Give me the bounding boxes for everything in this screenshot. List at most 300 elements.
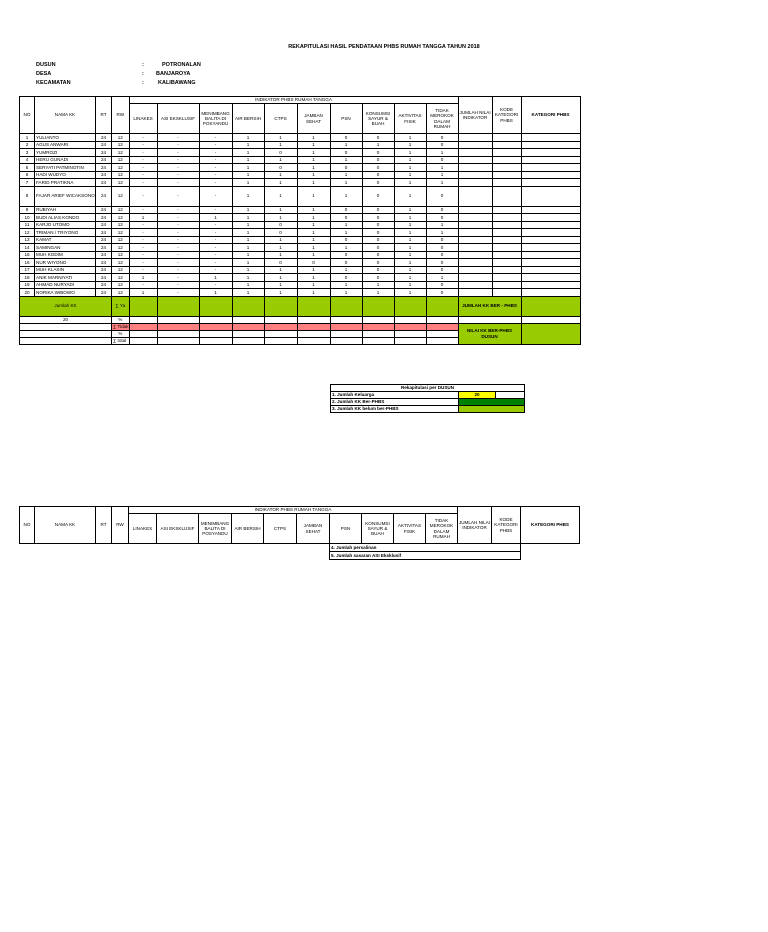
- row-kategori: [521, 134, 580, 142]
- row-indicator-value: 1: [199, 289, 232, 297]
- row-rt: 24: [96, 141, 112, 149]
- row-nama: ANIK MARNIYATI: [35, 274, 96, 282]
- rekap-kk-ber-phbs-label: 2. Jumlah KK Ber-PHBS: [331, 399, 459, 406]
- row-indicator-value: 1: [232, 164, 264, 172]
- summary-row: [20, 323, 581, 330]
- header-kode: KODE KATEGORI PHBS: [492, 97, 521, 134]
- row-indicator-value: -: [157, 266, 199, 274]
- row-indicator-value: -: [157, 186, 199, 206]
- row-indicator-value: -: [129, 171, 157, 179]
- row-kode: [492, 206, 521, 214]
- row-indicator-value: -: [157, 156, 199, 164]
- row-indicator-value: 0: [362, 214, 394, 222]
- row-rt: 24: [96, 214, 112, 222]
- row-indicator-value: 1: [264, 266, 297, 274]
- summary-indicator-cell: [264, 323, 297, 330]
- summary-indicator-cell: [157, 323, 199, 330]
- row-indicator-value: 0: [330, 149, 362, 157]
- row-kategori: [521, 244, 580, 252]
- row-kategori: [521, 221, 580, 229]
- summary-total-label: ∑ total: [112, 337, 130, 344]
- summary-indicator-cell: [330, 323, 362, 330]
- row-indicator-value: 1: [362, 281, 394, 289]
- row-rt: 24: [96, 259, 112, 267]
- summary-indicator-cell: [199, 323, 232, 330]
- row-indicator-value: 1: [330, 186, 362, 206]
- summary-indicator-cell: [264, 296, 297, 316]
- row-indicator-value: 0: [426, 266, 458, 274]
- row-kategori: [521, 141, 580, 149]
- row-indicator-value: 0: [330, 236, 362, 244]
- row-indicator-value: 1: [426, 149, 458, 157]
- row-indicator-value: 1: [297, 141, 330, 149]
- row-indicator-value: 1: [394, 179, 426, 187]
- row-indicator-value: -: [129, 141, 157, 149]
- row-rt: 24: [96, 251, 112, 259]
- header-rw: RW: [112, 507, 129, 544]
- summary-indicator-cell: [297, 316, 330, 323]
- meta-kecamatan-value: KALIBAWANG: [158, 80, 196, 86]
- row-nama: MUH KODIM: [35, 251, 96, 259]
- row-nama: BUDI ALIAS KONDO: [35, 214, 96, 222]
- header-indicator: AIR BERSIH: [232, 104, 264, 134]
- row-indicator-value: 0: [362, 244, 394, 252]
- table-row: [20, 179, 581, 187]
- meta-dusun-label: DUSUN: [36, 62, 56, 68]
- row-indicator-value: 0: [362, 134, 394, 142]
- row-indicator-value: 0: [330, 259, 362, 267]
- table-row: [20, 221, 581, 229]
- header-indicator: ASI EKSKLUSIF: [157, 514, 199, 544]
- summary-pct-label: %: [112, 330, 130, 337]
- row-indicator-value: -: [157, 214, 199, 222]
- row-indicator-value: -: [129, 206, 157, 214]
- row-indicator-value: 1: [426, 179, 458, 187]
- row-kategori: [521, 214, 580, 222]
- row-indicator-value: 0: [264, 149, 297, 157]
- summary-blank: [20, 337, 112, 344]
- row-rt: 24: [96, 134, 112, 142]
- row-indicator-value: 1: [297, 281, 330, 289]
- row-indicator-value: -: [157, 244, 199, 252]
- summary-indicator-cell: [199, 330, 232, 337]
- table-row: [20, 229, 581, 237]
- row-jumlah: [458, 164, 492, 172]
- row-nama: MUH KLASIN: [35, 266, 96, 274]
- summary-indicator-cell: [129, 323, 157, 330]
- row-no: 17: [20, 266, 35, 274]
- table-row: [20, 206, 581, 214]
- row-indicator-value: 1: [232, 171, 264, 179]
- header-jumlah: JUMLAH NILAI INDIKATOR: [458, 507, 492, 544]
- meta-desa-value: BANJAROYA: [156, 71, 191, 77]
- row-rw: 12: [112, 259, 130, 267]
- row-indicator-value: 1: [426, 171, 458, 179]
- summary-ya-label: ∑ Ya: [112, 296, 130, 316]
- row-indicator-value: -: [199, 164, 232, 172]
- row-rw: 12: [112, 156, 130, 164]
- row-indicator-value: -: [157, 179, 199, 187]
- row-indicator-value: 1: [394, 274, 426, 282]
- summary-indicator-cell: [362, 316, 394, 323]
- header-group: INDIKATOR PHBS RUMAH TANGGA: [129, 97, 458, 104]
- row-indicator-value: -: [157, 281, 199, 289]
- row-no: 7: [20, 179, 35, 187]
- row-indicator-value: -: [199, 171, 232, 179]
- summary-indicator-cell: [362, 296, 394, 316]
- row-indicator-value: 1: [264, 274, 297, 282]
- row-indicator-value: -: [129, 251, 157, 259]
- row-rw: 12: [112, 134, 130, 142]
- row-indicator-value: 0: [362, 251, 394, 259]
- row-rt: 24: [96, 186, 112, 206]
- row-indicator-value: 1: [394, 156, 426, 164]
- row-indicator-value: -: [129, 134, 157, 142]
- row-indicator-value: 1: [394, 134, 426, 142]
- summary-indicator-cell: [394, 323, 426, 330]
- row-nama: FARID PRATIKNA: [35, 179, 96, 187]
- summary-indicator-cell: [426, 316, 458, 323]
- row-indicator-value: 1: [264, 236, 297, 244]
- row-no: 9: [20, 206, 35, 214]
- summary-indicator-cell: [362, 337, 394, 344]
- row-indicator-value: 1: [330, 221, 362, 229]
- row-rw: 12: [112, 214, 130, 222]
- summary-pct-label: %: [112, 316, 130, 323]
- row-kode: [492, 259, 521, 267]
- row-indicator-value: 0: [264, 164, 297, 172]
- row-no: 11: [20, 221, 35, 229]
- row-indicator-value: 1: [232, 186, 264, 206]
- row-kategori: [521, 156, 580, 164]
- summary-indicator-cell: [232, 296, 264, 316]
- row-indicator-value: -: [157, 149, 199, 157]
- row-indicator-value: 1: [129, 274, 157, 282]
- row-nama: SAMINGAN: [35, 244, 96, 252]
- summary-indicator-cell: [426, 330, 458, 337]
- row-indicator-value: 1: [297, 206, 330, 214]
- summary-indicator-cell: [330, 337, 362, 344]
- row-indicator-value: 0: [426, 251, 458, 259]
- row-indicator-value: -: [129, 156, 157, 164]
- row-indicator-value: 0: [362, 206, 394, 214]
- row-indicator-value: 1: [232, 281, 264, 289]
- row-no: 15: [20, 251, 35, 259]
- row-indicator-value: -: [199, 134, 232, 142]
- row-indicator-value: 1: [394, 221, 426, 229]
- summary-blank: [20, 323, 112, 330]
- header-indicator: AKTIVITAS FISIK: [394, 514, 426, 544]
- row-indicator-value: 1: [362, 289, 394, 297]
- row-nama: AGUS ANWARI: [35, 141, 96, 149]
- row-rw: 12: [112, 186, 130, 206]
- row-jumlah: [458, 179, 492, 187]
- table-row: [20, 266, 581, 274]
- header-indicator: TIDAK MEROKOK DALAM RUMAH: [426, 514, 458, 544]
- row-indicator-value: 1: [330, 156, 362, 164]
- row-indicator-value: 1: [264, 244, 297, 252]
- row-indicator-value: -: [199, 259, 232, 267]
- row-indicator-value: 1: [297, 149, 330, 157]
- row-jumlah: [458, 149, 492, 157]
- row-indicator-value: -: [199, 281, 232, 289]
- row-indicator-value: 0: [264, 229, 297, 237]
- row-kode: [492, 266, 521, 274]
- row-indicator-value: 1: [394, 229, 426, 237]
- summary-indicator-cell: [232, 337, 264, 344]
- row-indicator-value: 1: [426, 221, 458, 229]
- row-indicator-value: -: [157, 236, 199, 244]
- row-indicator-value: 1: [297, 134, 330, 142]
- row-indicator-value: 1: [232, 141, 264, 149]
- row-kode: [492, 214, 521, 222]
- summary-indicator-cell: [426, 337, 458, 344]
- row-rt: 24: [96, 179, 112, 187]
- header-rw: RW: [112, 97, 130, 134]
- note-label: 4. Jumlah persalinan: [330, 544, 521, 552]
- table-row: [20, 236, 581, 244]
- row-rw: 12: [112, 149, 130, 157]
- row-indicator-value: 0: [362, 236, 394, 244]
- row-indicator-value: -: [157, 229, 199, 237]
- row-indicator-value: -: [157, 164, 199, 172]
- row-indicator-value: 0: [330, 206, 362, 214]
- summary-indicator-cell: [297, 337, 330, 344]
- row-rw: 12: [112, 281, 130, 289]
- summary-blank: [20, 330, 112, 337]
- row-indicator-value: 1: [330, 179, 362, 187]
- row-no: 18: [20, 274, 35, 282]
- header-jumlah: JUMLAH NILAI INDIKATOR: [458, 97, 492, 134]
- row-indicator-value: -: [157, 171, 199, 179]
- row-indicator-value: 1: [232, 266, 264, 274]
- header-indicator: KONSUMSI SAYUR & BUAH: [362, 104, 394, 134]
- row-indicator-value: -: [199, 141, 232, 149]
- rekap-kk-ber-phbs-value: [459, 399, 525, 406]
- summary-jumlah-kk-label: Jumlah KK: [20, 296, 112, 316]
- row-indicator-value: 1: [394, 266, 426, 274]
- row-nama: HERU GUNADI: [35, 156, 96, 164]
- row-no: 2: [20, 141, 35, 149]
- row-nama: KAMAT: [35, 236, 96, 244]
- summary-row: [20, 296, 581, 316]
- row-jumlah: [458, 229, 492, 237]
- header-indicator: JAMBAN SEHAT: [297, 514, 330, 544]
- row-indicator-value: -: [199, 156, 232, 164]
- header-no: NO: [20, 97, 35, 134]
- summary-indicator-cell: [330, 296, 362, 316]
- header-indicator: LINAKES: [129, 104, 157, 134]
- row-rt: 24: [96, 221, 112, 229]
- row-indicator-value: 1: [330, 244, 362, 252]
- row-indicator-value: 0: [264, 221, 297, 229]
- row-jumlah: [458, 206, 492, 214]
- row-indicator-value: 1: [394, 244, 426, 252]
- rekap-jumlah-keluarga-value: 20: [459, 392, 496, 399]
- summary-indicator-cell: [157, 296, 199, 316]
- row-indicator-value: 1: [264, 251, 297, 259]
- row-indicator-value: -: [157, 289, 199, 297]
- row-kode: [492, 171, 521, 179]
- row-no: 6: [20, 171, 35, 179]
- row-rw: 12: [112, 244, 130, 252]
- summary-indicator-cell: [157, 337, 199, 344]
- row-indicator-value: 1: [232, 229, 264, 237]
- rekap-table: [330, 384, 525, 413]
- row-kode: [492, 251, 521, 259]
- row-indicator-value: -: [199, 186, 232, 206]
- summary-indicator-cell: [264, 316, 297, 323]
- meta-kecamatan-label: KECAMATAN: [36, 80, 71, 86]
- row-no: 13: [20, 236, 35, 244]
- row-indicator-value: 1: [129, 289, 157, 297]
- header-rt: RT: [96, 97, 112, 134]
- row-kategori: [521, 229, 580, 237]
- header-nama: NAMA KK: [35, 97, 96, 134]
- row-indicator-value: -: [157, 259, 199, 267]
- row-indicator-value: 1: [232, 244, 264, 252]
- row-indicator-value: 0: [362, 229, 394, 237]
- summary-jumlah-kk-ber-phbs: JUMLAH KK BER - PHBS: [458, 296, 521, 316]
- row-indicator-value: -: [129, 266, 157, 274]
- row-rt: 24: [96, 244, 112, 252]
- row-indicator-value: -: [129, 244, 157, 252]
- row-jumlah: [458, 289, 492, 297]
- row-kategori: [521, 149, 580, 157]
- row-indicator-value: 1: [232, 134, 264, 142]
- row-no: 14: [20, 244, 35, 252]
- row-jumlah: [458, 251, 492, 259]
- summary-indicator-cell: [394, 316, 426, 323]
- row-indicator-value: 1: [297, 171, 330, 179]
- row-nama: SERYATI PATMINOTIN: [35, 164, 96, 172]
- row-kategori: [521, 179, 580, 187]
- summary-indicator-cell: [264, 330, 297, 337]
- summary-indicator-cell: [394, 337, 426, 344]
- row-indicator-value: 1: [232, 156, 264, 164]
- summary-kategori-green: [521, 323, 580, 344]
- summary-indicator-cell: [232, 323, 264, 330]
- row-indicator-value: 1: [297, 251, 330, 259]
- summary-row: [20, 316, 581, 323]
- row-indicator-value: -: [129, 259, 157, 267]
- row-indicator-value: 1: [232, 221, 264, 229]
- header-kategori: KATEGORI PHBS: [521, 507, 580, 544]
- row-indicator-value: 0: [426, 134, 458, 142]
- header-indicator: PSN: [330, 514, 362, 544]
- header-indicator: PSN: [330, 104, 362, 134]
- row-indicator-value: 0: [362, 266, 394, 274]
- row-kategori: [521, 274, 580, 282]
- row-indicator-value: 0: [426, 289, 458, 297]
- row-indicator-value: -: [157, 206, 199, 214]
- phbs-main-table: [19, 96, 581, 345]
- header-indicator: CTPS: [264, 514, 297, 544]
- row-indicator-value: 1: [330, 266, 362, 274]
- summary-indicator-cell: [129, 330, 157, 337]
- row-indicator-value: -: [129, 281, 157, 289]
- row-indicator-value: 1: [394, 206, 426, 214]
- summary-indicator-cell: [199, 296, 232, 316]
- row-kode: [492, 236, 521, 244]
- summary-indicator-cell: [426, 296, 458, 316]
- row-indicator-value: 0: [426, 206, 458, 214]
- summary-indicator-cell: [426, 323, 458, 330]
- row-indicator-value: -: [157, 251, 199, 259]
- table-row: [20, 251, 581, 259]
- row-no: 16: [20, 259, 35, 267]
- row-rt: 24: [96, 149, 112, 157]
- row-indicator-value: 1: [394, 171, 426, 179]
- rekap-kk-belum-phbs-value: [459, 406, 525, 413]
- row-kategori: [521, 186, 580, 206]
- row-jumlah: [458, 266, 492, 274]
- meta-dusun-sep: :: [142, 62, 144, 68]
- row-rw: 12: [112, 266, 130, 274]
- row-nama: TRIMAN / TRIYONO: [35, 229, 96, 237]
- row-kode: [492, 289, 521, 297]
- row-kode: [492, 274, 521, 282]
- row-kategori: [521, 266, 580, 274]
- row-indicator-value: 1: [199, 214, 232, 222]
- rekap-jumlah-keluarga-label: 1. Jumlah Keluarga: [331, 392, 459, 399]
- row-indicator-value: 1: [426, 229, 458, 237]
- table-row: [20, 289, 581, 297]
- header-indicator: MENIMBANG BALITA DI POSYANDU: [199, 104, 232, 134]
- summary-indicator-cell: [394, 330, 426, 337]
- row-indicator-value: 0: [362, 171, 394, 179]
- header-indicator: AIR BERSIH: [232, 514, 264, 544]
- row-indicator-value: -: [129, 179, 157, 187]
- header-indicator: LINAKES: [129, 514, 157, 544]
- row-indicator-value: 0: [362, 186, 394, 206]
- row-kategori: [521, 164, 580, 172]
- summary-indicator-cell: [232, 330, 264, 337]
- row-kategori: [521, 236, 580, 244]
- summary-indicator-cell: [297, 323, 330, 330]
- row-nama: YUMROZI: [35, 149, 96, 157]
- header-indicator: TIDAK MEROKOK DALAM RUMAH: [426, 104, 458, 134]
- row-nama: NUR WIYONO: [35, 259, 96, 267]
- row-indicator-value: 0: [362, 156, 394, 164]
- row-indicator-value: 1: [297, 289, 330, 297]
- row-kode: [492, 221, 521, 229]
- row-indicator-value: 1: [232, 289, 264, 297]
- row-indicator-value: 1: [297, 164, 330, 172]
- table-row: [20, 186, 581, 206]
- rekap-cell: [496, 392, 525, 399]
- summary-indicator-cell: [199, 316, 232, 323]
- row-kategori: [521, 259, 580, 267]
- row-kode: [492, 281, 521, 289]
- rekap-title: Rekapitulasi per DUSUN: [331, 385, 525, 392]
- row-rw: 12: [112, 141, 130, 149]
- row-indicator-value: 1: [297, 274, 330, 282]
- row-indicator-value: 1: [264, 134, 297, 142]
- row-indicator-value: -: [199, 179, 232, 187]
- row-indicator-value: 1: [232, 149, 264, 157]
- row-indicator-value: 1: [232, 259, 264, 267]
- row-rt: 24: [96, 236, 112, 244]
- row-rt: 24: [96, 171, 112, 179]
- table-row: [20, 141, 581, 149]
- table-row: [20, 259, 581, 267]
- row-indicator-value: -: [129, 149, 157, 157]
- row-indicator-value: 1: [394, 281, 426, 289]
- summary-indicator-cell: [129, 316, 157, 323]
- row-rt: 24: [96, 274, 112, 282]
- summary-indicator-cell: [232, 316, 264, 323]
